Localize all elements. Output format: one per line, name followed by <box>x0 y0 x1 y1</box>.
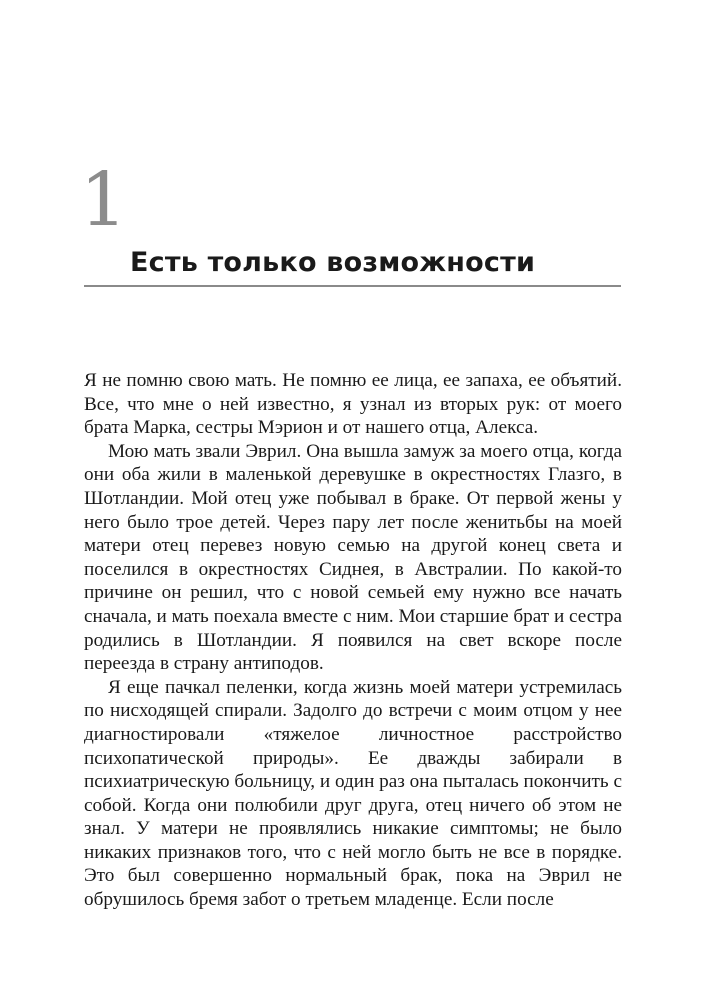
chapter-title: Есть только возможности <box>130 247 536 278</box>
paragraph-1: Я не помню свою мать. Не помню ее лица, ее запаха, ее объятий. Все, что мне о ней известно, я узнал из вторых рук: от моего брата Марка, сестры Мэрион и от нашего отца, Алекса. <box>84 370 622 439</box>
paragraph-3: Я еще пачкал пеленки, когда жизнь моей матери устремилась по нисходящей спирали. Задолго до встречи с моим отцом у нее диагностировали «тяжелое личностное расстройство психопатической природы». Ее дважды забирали в психиатрическую больницу, и один раз она пыталась покончить с собой. Когда они полюбили друг друга, отец ничего об этом не знал. У матери не проявлялись никакие симптомы; не было никаких признаков того, что с ней могло быть не все в порядке. Это был совершенно нормальный брак, пока на Эврил не обрушилось бремя забот о третьем младенце. Если после <box>84 676 622 911</box>
paragraph-2: Мою мать звали Эврил. Она вышла замуж за моего отца, когда они оба жили в маленькой деревушке в окрестностях Глазго, в Шотландии. Мой отец уже побывал в браке. От первой жены у него было трое детей. Через пару лет после женитьбы на моей матери отец перевез новую семью на другой конец света и поселился в окрестностях Сиднея, в Австралии. По какой-то причине он решил, что с новой семьей ему нужно все начать сначала, и мать поехала вместе с ним. Мои старшие брат и сестра родились в Шотландии. Я появился на свет вскоре после переезда в страну антиподов. <box>84 440 622 675</box>
chapter-number: 1 <box>80 157 128 243</box>
title-divider <box>84 285 621 287</box>
body-text <box>84 369 622 912</box>
